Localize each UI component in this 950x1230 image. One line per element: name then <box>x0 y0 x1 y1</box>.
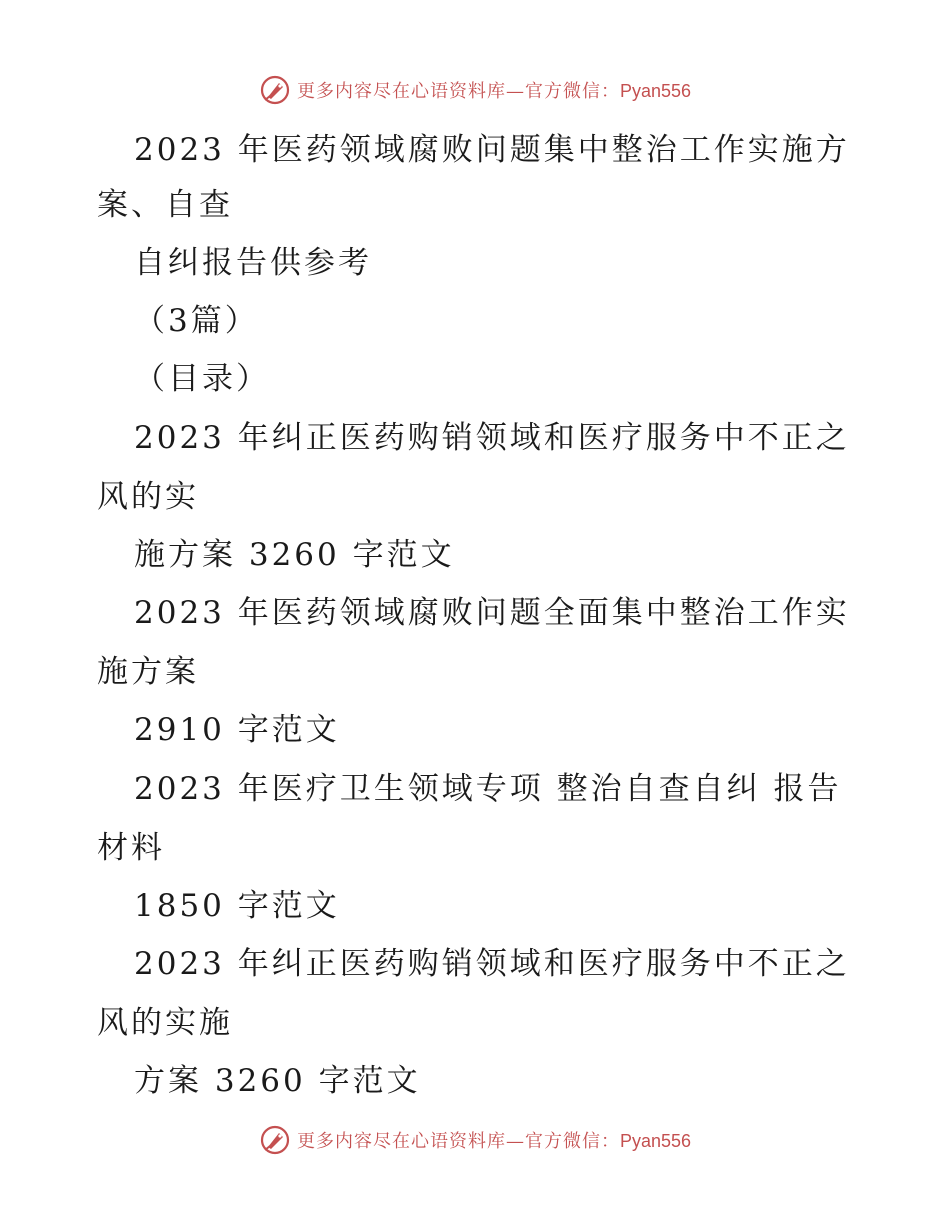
watermark-banner-bottom <box>0 1120 950 1160</box>
wechat-id: Pyan556 <box>619 1131 692 1151</box>
text-line: 2023 年医药领域腐败问题全面集中整治工作实 <box>134 595 850 631</box>
text-line: 2910 字范文 <box>134 712 340 748</box>
text-line: 施方案 <box>97 654 199 690</box>
watermark-text <box>297 1127 691 1153</box>
watermark-text-label: 更多内容尽在心语资料库—官方微信： <box>296 81 620 102</box>
text-line: 2023 年纠正医药购销领域和医疗服务中不正之 <box>134 420 850 456</box>
text-line: 自纠报告供参考 <box>134 245 372 281</box>
pen-nib-logo-icon <box>259 74 291 106</box>
watermark-text <box>297 77 691 103</box>
text-line: 施方案 3260 字范文 <box>134 537 455 573</box>
text-line: 风的实 <box>97 479 199 515</box>
text-line: 2023 年纠正医药购销领域和医疗服务中不正之 <box>134 946 850 982</box>
text-line: 2023 年医药领域腐败问题集中整治工作实施方 <box>134 132 850 168</box>
text-line: （3篇） <box>134 303 259 339</box>
text-line: （目录） <box>134 361 270 397</box>
text-line: 案、自查 <box>97 187 233 223</box>
text-line: 方案 3260 字范文 <box>134 1063 421 1099</box>
text-line: 材料 <box>97 830 165 866</box>
pen-nib-logo-icon <box>259 1124 291 1156</box>
watermark-banner-top <box>0 70 950 110</box>
watermark-text-label: 更多内容尽在心语资料库—官方微信： <box>296 1131 620 1152</box>
wechat-id: Pyan556 <box>619 81 692 101</box>
text-line: 1850 字范文 <box>134 888 340 924</box>
text-line: 风的实施 <box>97 1005 233 1041</box>
text-line: 2023 年医疗卫生领域专项 整治自查自纠 报告 <box>134 771 842 807</box>
